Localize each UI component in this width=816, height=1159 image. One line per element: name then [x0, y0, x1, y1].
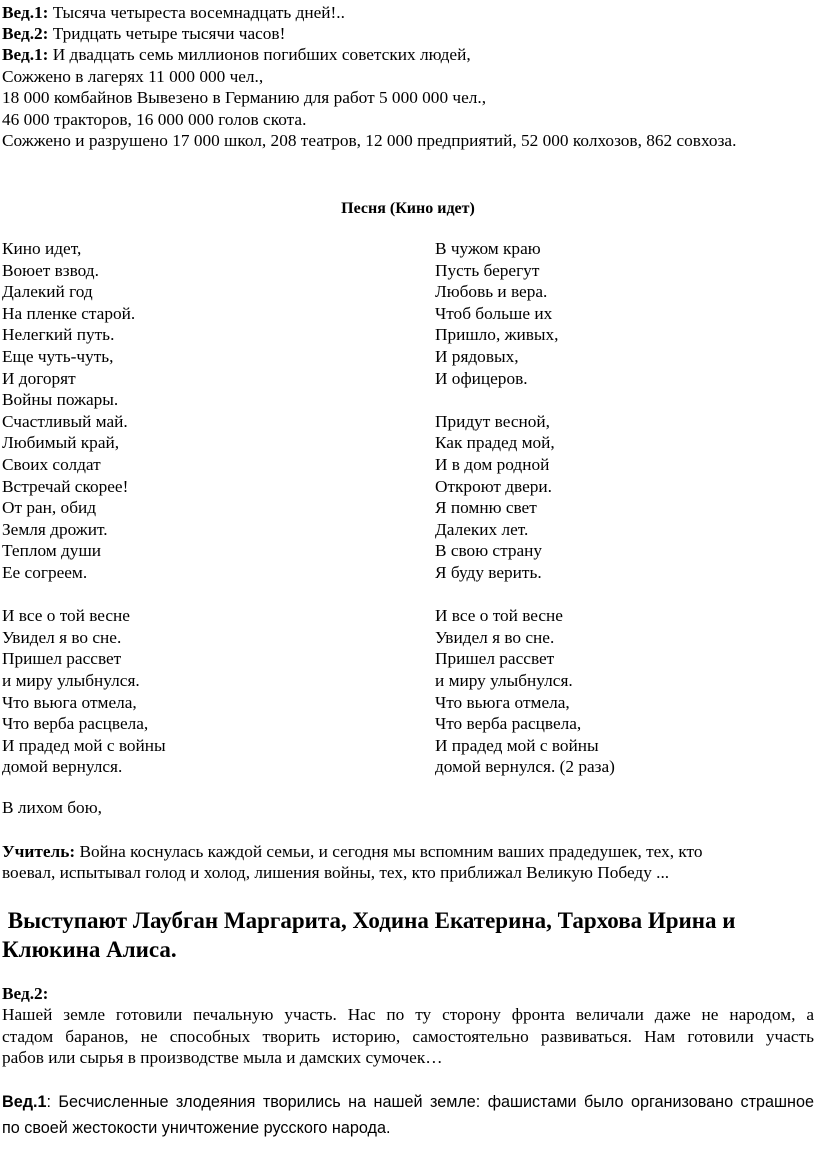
song-left-line: Еще чуть-чуть, — [2, 347, 114, 366]
teacher-text: Война коснулась каждой семьи, и сегодня мы вспомним ваших прадедушек, тех, кто — [75, 842, 703, 861]
song-left-line: На пленке старой. — [2, 303, 136, 323]
song-left-line: Земля дрожит. — [2, 519, 108, 539]
ved2-speaker — [2, 983, 48, 1004]
song-left-line: И догорят — [2, 368, 76, 388]
song-right-line: Что вьюга отмела, — [435, 692, 570, 712]
paragraph-line: рабов или сырья в производстве мыла и дамских сумочек… — [2, 1048, 443, 1067]
song-left-line: Встречай скорее! — [2, 476, 129, 496]
intro-line-6: 46 000 тракторов, 16 000 000 голов скота. — [2, 110, 307, 129]
song-right-line: Увидел я во сне. — [435, 627, 555, 647]
song-left-line: Что верба расцвела, — [2, 714, 149, 734]
song-left-line: Любимый край, — [2, 433, 120, 453]
ved1-text: : Бесчисленные злодеяния творились на нашей земле: фашистами было организовано страшное — [46, 1093, 814, 1111]
song-left-line: Увидел я во сне. — [2, 627, 122, 647]
song-right-line: и миру улыбнулся. — [435, 671, 573, 690]
song-right-line: Я буду верить. — [435, 563, 542, 582]
intro-line-2 — [2, 23, 285, 44]
song-right-line: Что верба расцвела, — [435, 714, 582, 734]
song-last-line: В лихом бою, — [2, 798, 102, 817]
song-left-line: Что вьюга отмела, — [2, 692, 137, 712]
song-right-line: Любовь и вера. — [435, 282, 548, 302]
intro-text: И двадцать семь миллионов погибших советских людей, — [48, 45, 471, 64]
song-right-line: В свою страну — [435, 541, 543, 561]
intro-line-5: 18 000 комбайнов Вывезено в Германию для работ 5 000 000 чел., — [2, 88, 487, 107]
song-right-line: Пусть берегут — [435, 260, 540, 280]
performers-heading — [2, 906, 814, 964]
speaker-label: Вед.1 — [2, 1093, 47, 1111]
song-right-line: И рядовых, — [435, 347, 519, 366]
song-left-line: Пришел рассвет — [2, 649, 122, 669]
song-left-line: От ран, обид — [2, 498, 97, 518]
teacher-line-2: воевал, испытывал голод и холод, лишения войны, тех, кто приближал Великую Победу ... — [2, 863, 670, 882]
paragraph-line: по своей жестокости уничтожение русского народа. — [2, 1119, 391, 1137]
speaker-label: Вед.2: — [2, 24, 49, 43]
song-right-line: И прадед мой с войны — [435, 735, 599, 755]
song-left-line: Своих солдат — [2, 455, 101, 474]
song-right-line: Пришло, живых, — [435, 325, 559, 345]
song-left-line: Счастливый май. — [2, 411, 128, 431]
song-left-line: Ее согреем. — [2, 563, 88, 582]
song-left-line: и миру улыбнулся. — [2, 671, 140, 690]
intro-text: Тридцать четыре тысячи часов! — [48, 24, 286, 43]
speaker-label: Учитель: — [2, 842, 76, 861]
intro-line-1 — [2, 2, 345, 23]
song-right-line: Откроют двери. — [435, 476, 552, 496]
song-right-line: Я помню свет — [435, 498, 537, 518]
paragraph-line: стадом баранов, не способных творить историю, самостоятельно развиваться. Нам готовили участь — [2, 1026, 814, 1046]
song-left-line: Нелегкий путь. — [2, 325, 115, 345]
paragraph-line: Нашей земле готовили печальную участь. Нас по ту сторону фронта величали даже не народом, а — [2, 1005, 814, 1024]
song-title: Песня (Кино идет) — [341, 200, 475, 217]
teacher-line-1 — [2, 841, 703, 862]
song-right-line: И офицеров. — [435, 368, 528, 388]
song-right-line: домой вернулся. (2 раза) — [435, 757, 615, 777]
song-left-line: И все о той весне — [2, 606, 130, 626]
speaker-label: Вед.1: — [2, 3, 49, 22]
heading-line: Выступают Лаубган Маргарита, Ходина Екатерина, Тархова Ирина и — [2, 908, 736, 933]
song-right-line: Придут весной, — [435, 411, 550, 431]
song-right-line: В чужом краю — [435, 239, 541, 258]
heading-line: Клюкина Алиса. — [2, 937, 177, 962]
song-right-line: Пришел рассвет — [435, 649, 555, 669]
song-left-line: Теплом души — [2, 541, 101, 561]
song-left-line: Войны пожары. — [2, 390, 119, 410]
intro-text: Тысяча четыреста восемнадцать дней!.. — [48, 3, 345, 22]
paragraph-line — [2, 1089, 814, 1115]
ved1-paragraph — [2, 1089, 814, 1141]
song-left-line: Далекий год — [2, 282, 93, 302]
song-left-line: домой вернулся. — [2, 757, 123, 777]
song-right-line: И в дом родной — [435, 455, 550, 474]
song-right-line: Далеких лет. — [435, 519, 529, 539]
intro-line-3 — [2, 44, 471, 65]
song-right-line: И все о той весне — [435, 606, 563, 626]
intro-line-4: Сожжено в лагерях 11 000 000 чел., — [2, 67, 264, 86]
song-right-line: Как прадед мой, — [435, 433, 555, 453]
ved2-paragraph — [2, 1004, 814, 1069]
song-left-line: Воюет взвод. — [2, 260, 99, 280]
speaker-label: Вед.1: — [2, 45, 49, 64]
song-left-line: И прадед мой с войны — [2, 735, 166, 755]
song-right-line: Чтоб больше их — [435, 303, 553, 323]
intro-line-7: Сожжено и разрушено 17 000 школ, 208 театров, 12 000 предприятий, 52 000 колхозов, 862 совхоза. — [2, 131, 737, 150]
speaker-label: Вед.2: — [2, 984, 49, 1003]
song-left-line: Кино идет, — [2, 239, 82, 258]
